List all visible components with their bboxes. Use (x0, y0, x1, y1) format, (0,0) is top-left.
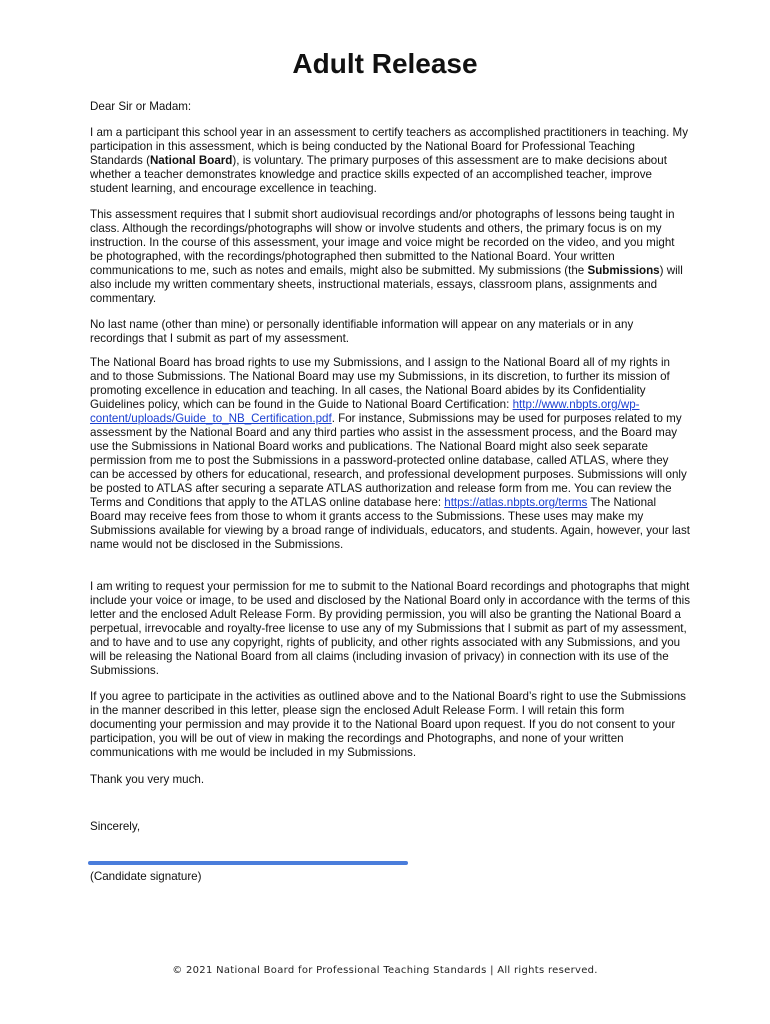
paragraph-rights (90, 356, 690, 552)
signature-line[interactable] (88, 861, 408, 865)
closing-line: Sincerely, (90, 820, 141, 833)
paragraph-privacy: No last name (other than mine) or personally identifiable information will appear on any materials or in any recordings that I submit as part of my assessment. (90, 318, 634, 345)
salutation: Dear Sir or Madam: (90, 100, 192, 113)
signature-label: (Candidate signature) (90, 870, 202, 883)
paragraph-participation (90, 126, 690, 196)
paragraph-text: I am a participant this school year in an assessment to certify teachers as accomplished practitioners in teaching. My participation in this assessment, which is being conducted by the National Board for Professional Teaching Standards ( (90, 126, 689, 167)
paragraph-text: ) will also include my written commentary sheets, instructional materials, essays, classroom plans, assignments and commentary. (90, 264, 683, 305)
atlas-terms-link[interactable]: https://atlas.nbpts.org/terms (444, 496, 588, 509)
page-title: Adult Release (292, 48, 478, 79)
guide-link[interactable]: http://www.nbpts.org/wp-content/uploads/Guide_to_NB_Certification.pdf (90, 398, 640, 425)
paragraph-text: This assessment requires that I submit short audiovisual recordings and/or photographs of lessons being taught in class. Although the recordings/photographs will show or involve students and others, the primary focus is on my instruction. In the course of this assessment, your image and voice might be recorded on the video, and you might be photographed, with the recordings/photographed then submitted to the National Board. Your written communications to me, such as notes and emails, might also be submitted. My submissions (the (90, 208, 675, 277)
thanks-line: Thank you very much. (90, 773, 205, 786)
paragraph-text: The National Board has broad rights to use my Submissions, and I assign to the National Board all of my rights in and to those Submissions. The National Board may use my Submissions, in its discretion, to further its mission of promoting excellence in education and teaching. In all cases, the National Board abides by its Confidentiality Guidelines policy, which can be found in the Guide to National Board Certification: (90, 356, 670, 411)
paragraph-requirements (90, 208, 690, 306)
paragraph-text: The National Board may receive fees from those to whom it grants access to the Submissions. These uses may make my Submissions available for viewing by a broad range of individuals, educators, and students. Again, however, your last name would not be disclosed in the Submissions. (90, 496, 691, 551)
copyright-footer: © 2021 National Board for Professional Teaching Standards | All rights reserved. (172, 965, 598, 976)
paragraph-text: ), is voluntary. The primary purposes of this assessment are to make decisions about whether a teacher demonstrates knowledge and practice skills expected of an accomplished teacher, improve student learning, and encourage excellence in teaching. (90, 154, 667, 195)
bold-term-submissions: Submissions (587, 264, 660, 277)
paragraph-permission-request: I am writing to request your permission for me to submit to the National Board recordings and photographs that might include your voice or image, to be used and disclosed by the National Board only in accordance with the terms of this letter and the enclosed Adult Release Form. By providing permission, you will also be granting the National Board a perpetual, irrevocable and royalty-free license to use any of my Submissions that I submit as part of my assessment, and to have and to use any copyright, rights of publicity, and other rights associated with any Submissions, and you will be releasing the National Board from all claims (including invasion of privacy) in connection with its use of the Submissions. (90, 580, 690, 677)
bold-term-national-board: National Board (149, 154, 233, 167)
paragraph-text: . For instance, Submissions may be used for purposes related to my assessment by the National Board and any third parties who assist in the assessment process, and the Board may use the Submissions in National Board works and publications. The National Board might also seek separate permission from me to post the Submissions in a password-protected online database, called ATLAS, where they can be accessed by others for educational, research, and professional development purposes. Submissions will only be posted to ATLAS after securing a separate ATLAS authorization and release form from me. You can review the Terms and Conditions that apply to the ATLAS online database here: (90, 412, 687, 509)
paragraph-consent: If you agree to participate in the activities as outlined above and to the National Board’s right to use the Submissions in the manner described in this letter, please sign the enclosed Adult Release Form. I will retain this form documenting your permission and may provide it to the National Board upon request. If you do not consent to your participation, you will be out of view in making the recordings and Photographs, and none of your written communications with me would be included in my Submissions. (90, 690, 686, 759)
